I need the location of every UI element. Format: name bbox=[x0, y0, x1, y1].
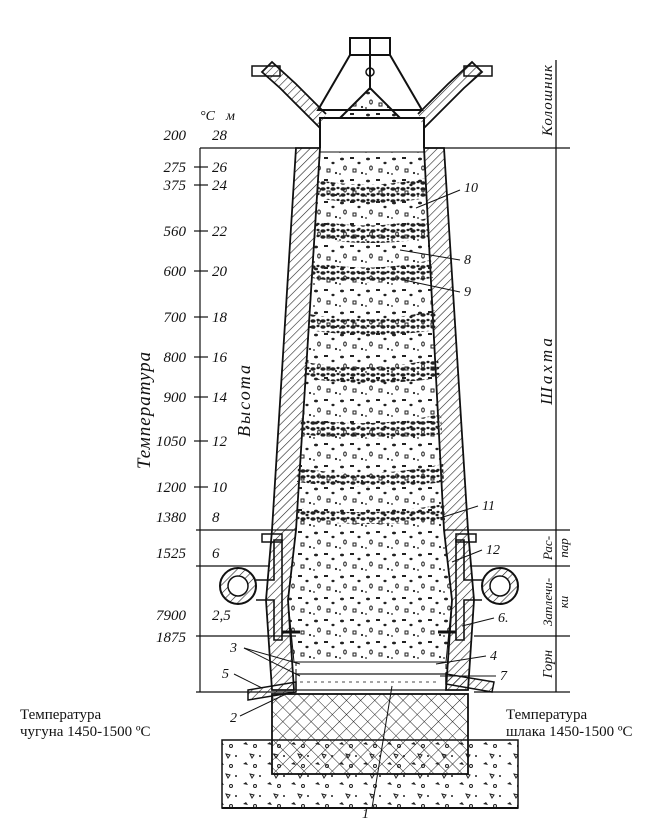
scale-temp-label: 275 bbox=[163, 160, 186, 176]
scale-temp-label: 7900 bbox=[156, 608, 186, 624]
callout-3: 3 bbox=[230, 641, 237, 656]
callout-1: 1 bbox=[362, 807, 369, 822]
scale-temp-label: 1200 bbox=[156, 480, 186, 496]
scale-ticks bbox=[194, 167, 208, 487]
iron-caption-line2: чугуна 1450-1500 ºС bbox=[20, 724, 151, 740]
hearth-bottom bbox=[272, 694, 468, 774]
height-axis-title: Высота bbox=[234, 363, 254, 437]
scale-height-label: 2,5 bbox=[212, 608, 231, 624]
scale-height-label: 6 bbox=[212, 546, 220, 562]
callout-6: 6. bbox=[498, 611, 509, 626]
scale-height-label: 22 bbox=[212, 224, 227, 240]
slag-caption-line2: шлака 1450-1500 ºС bbox=[506, 724, 633, 740]
scale-height-label: 8 bbox=[212, 510, 220, 526]
scale-temp-label: 1875 bbox=[156, 630, 186, 646]
scale-height-label: 12 bbox=[212, 434, 227, 450]
scale-temp-label: 700 bbox=[163, 310, 186, 326]
callout-12: 12 bbox=[486, 543, 500, 558]
scale-labels bbox=[156, 128, 231, 646]
scale-temp-label: 1050 bbox=[156, 434, 186, 450]
zone-label-bosh-1: Заплечи- bbox=[540, 577, 555, 627]
callout-11: 11 bbox=[482, 499, 495, 514]
zone-label-top: Колошник bbox=[540, 63, 556, 137]
scale-temp-label: 200 bbox=[163, 128, 186, 144]
zone-label-shaft: Шахта bbox=[537, 335, 556, 405]
slag-layer bbox=[296, 662, 446, 674]
callout-7: 7 bbox=[500, 669, 507, 684]
scale-height-label: 26 bbox=[212, 160, 227, 176]
zone-label-hearth: Горн bbox=[541, 649, 556, 679]
callout-10: 10 bbox=[464, 181, 478, 196]
scale-temp-label: 600 bbox=[163, 264, 186, 280]
callout-9: 9 bbox=[464, 285, 471, 300]
slag-caption-line1: Температура bbox=[506, 707, 588, 723]
furnace-top bbox=[252, 38, 492, 148]
zone-label-belly-1: Рас- bbox=[540, 535, 555, 561]
scale-height-label: 18 bbox=[212, 310, 227, 326]
scale-temp-label: 375 bbox=[163, 178, 186, 194]
callout-5: 5 bbox=[222, 667, 229, 682]
callout-8: 8 bbox=[464, 253, 471, 268]
iron-temperature-caption bbox=[20, 707, 151, 741]
scale-temp-label: 1525 bbox=[156, 546, 186, 562]
zone-label-belly-2: пар bbox=[556, 538, 571, 558]
scale-temp-label: 1380 bbox=[156, 510, 186, 526]
temp-unit: °C bbox=[200, 109, 215, 124]
scale-height-label: 20 bbox=[212, 264, 227, 280]
height-unit: м bbox=[226, 109, 235, 124]
scale-height-label: 28 bbox=[212, 128, 227, 144]
scale-height-label: 24 bbox=[212, 178, 227, 194]
scale-temp-label: 560 bbox=[163, 224, 186, 240]
scale-temp-label: 900 bbox=[163, 390, 186, 406]
slag-temperature-caption bbox=[506, 707, 633, 741]
callout-2: 2 bbox=[230, 711, 237, 726]
callout-4: 4 bbox=[490, 649, 497, 664]
temperature-axis-title: Температура bbox=[134, 350, 155, 470]
scale-temp-label: 800 bbox=[163, 350, 186, 366]
zone-label-bosh-2: ки bbox=[556, 595, 571, 609]
scale-height-label: 16 bbox=[212, 350, 227, 366]
scale-height-label: 10 bbox=[212, 480, 227, 496]
iron-caption-line1: Температура bbox=[20, 707, 102, 723]
scale-height-label: 14 bbox=[212, 390, 227, 406]
